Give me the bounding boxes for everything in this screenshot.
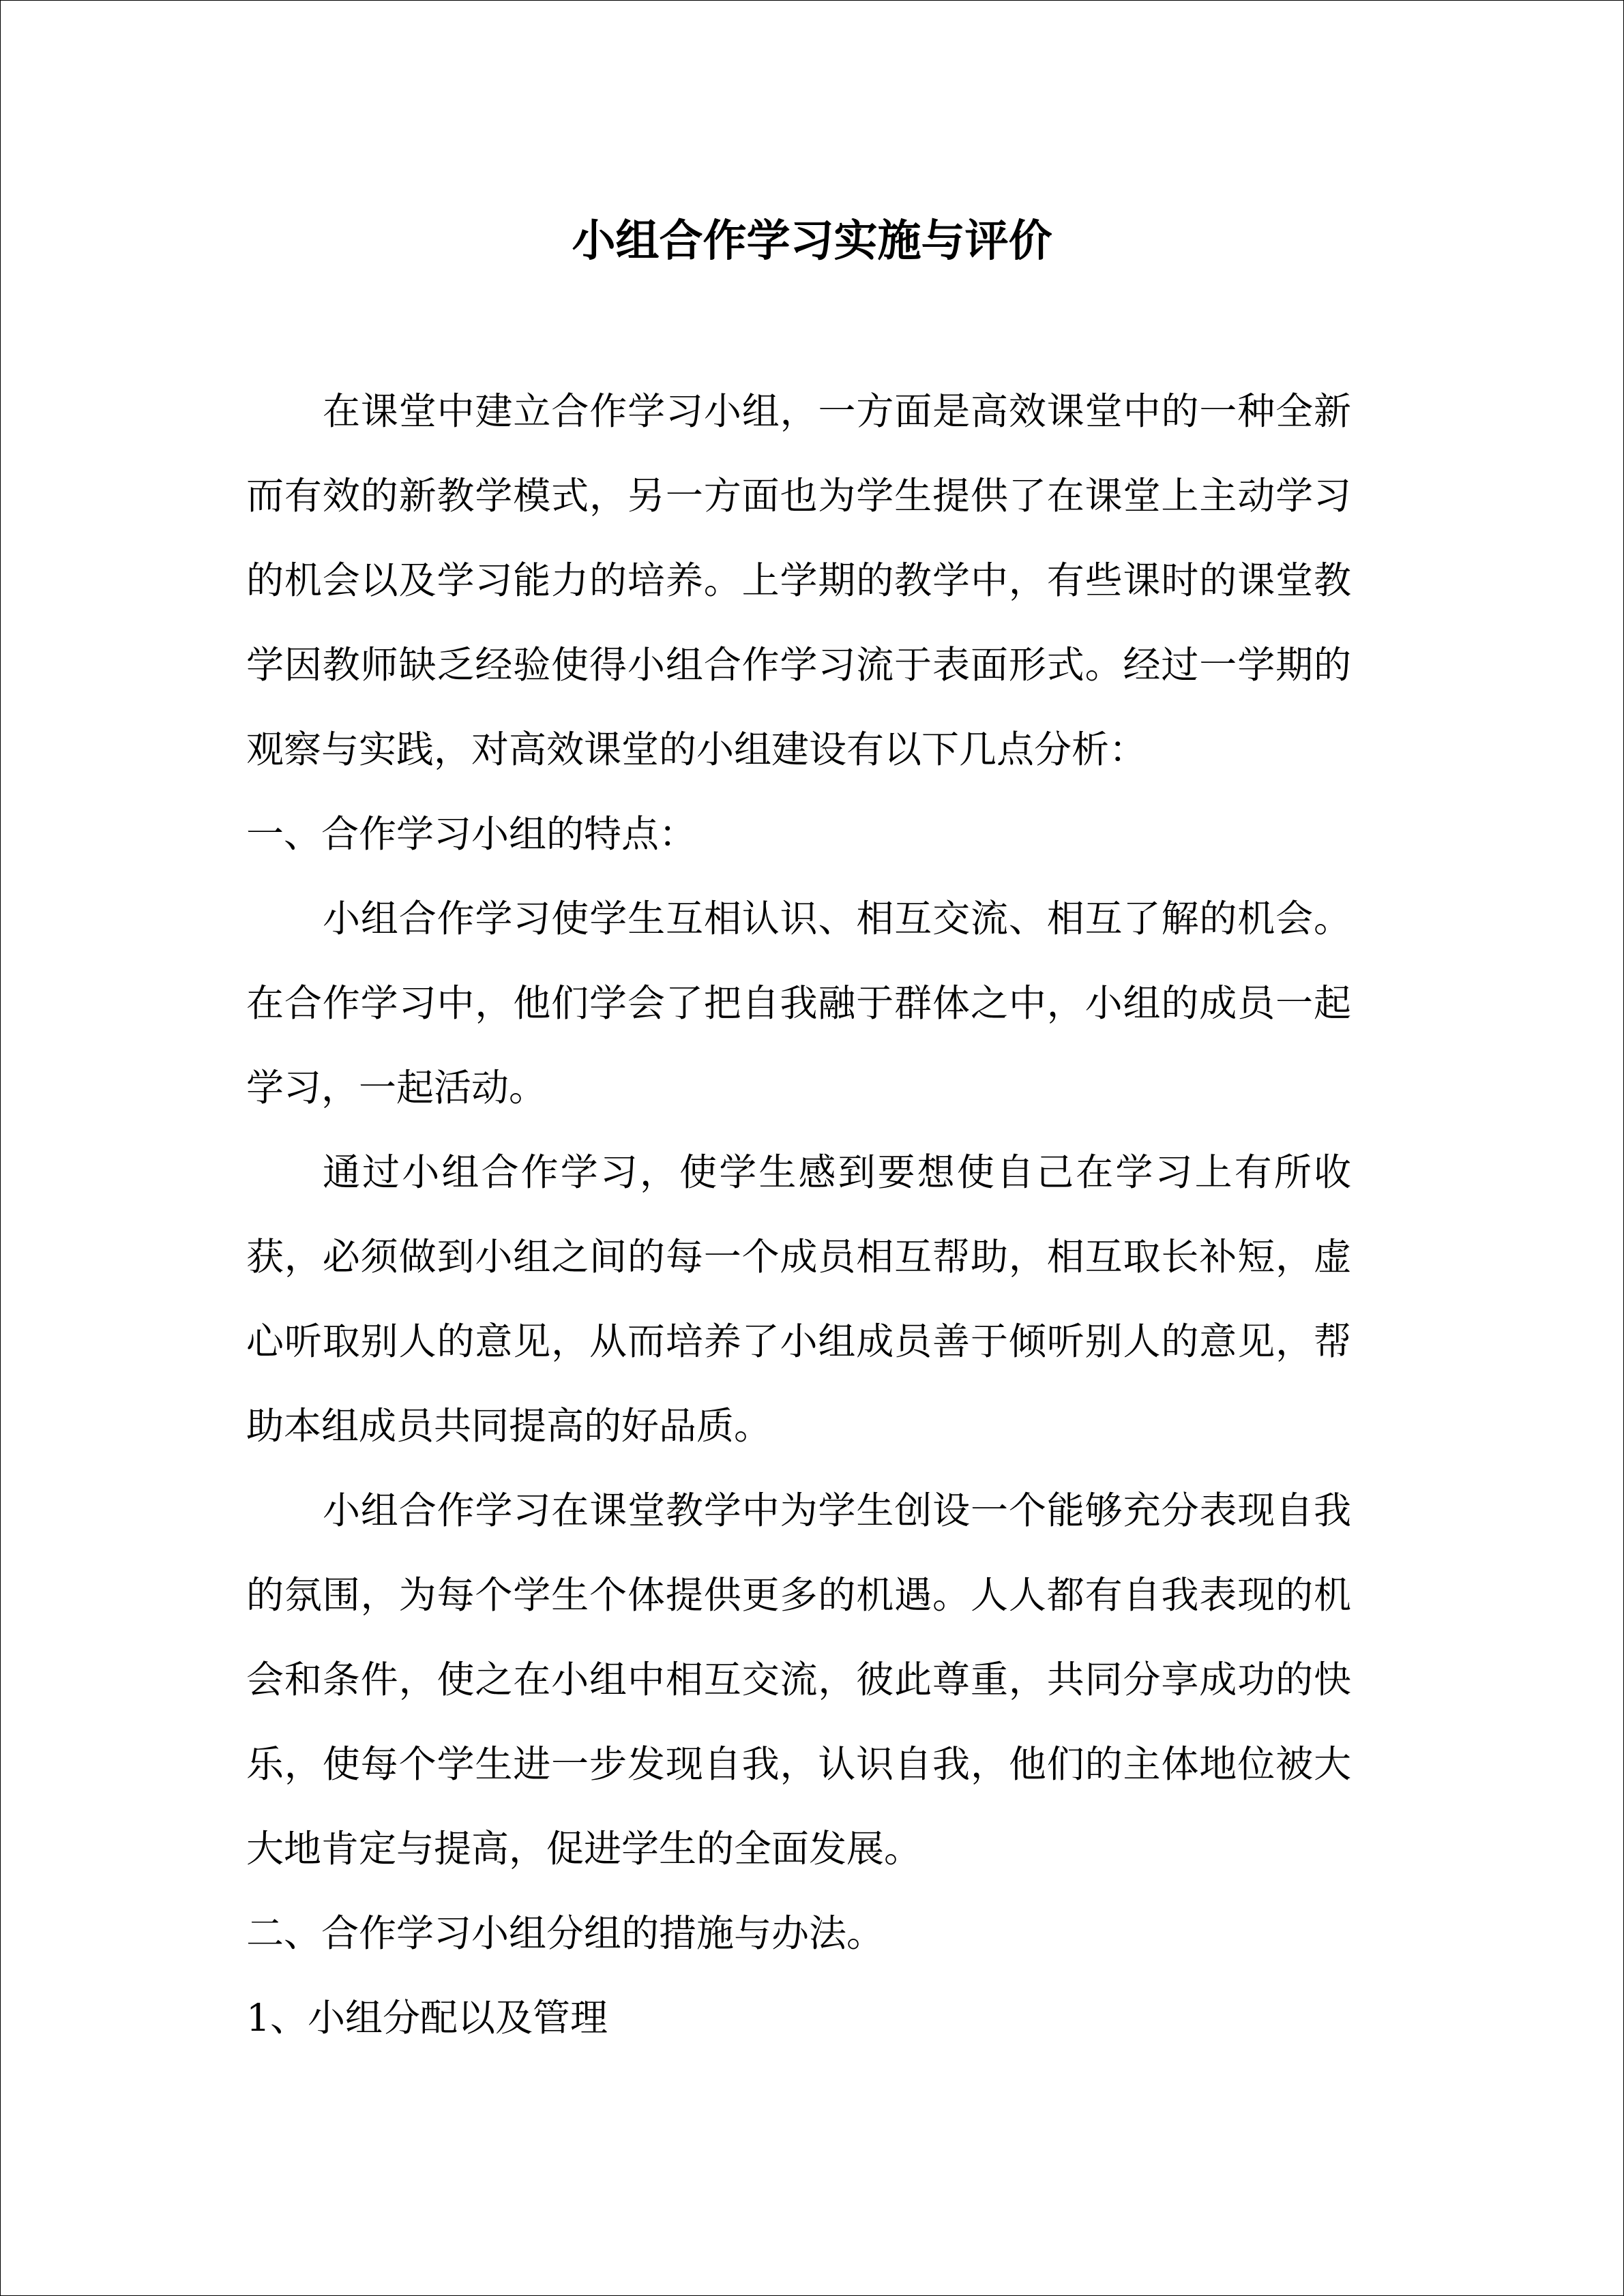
section-1-paragraph-2: 通过小组合作学习，使学生感到要想使自己在学习上有所收获，必须做到小组之间的每一个成员相互帮助，相互取长补短，虚心听取别人的意见，从而培养了小组成员善于倾听别人的意见，帮助本组成员共同提高的好品质。 (246, 1150, 1351, 1448)
section-1-paragraph-3: 小组合作学习在课堂教学中为学生创设一个能够充分表现自我的氛围，为每个学生个体提供更多的机遇。人人都有自我表现的机会和条件，使之在小组中相互交流，彼此尊重，共同分享成功的快乐，使每个学生进一步发现自我，认识自我，他们的主体地位被大大地肯定与提高，促进学生的全面发展。 (246, 1489, 1351, 1870)
subsection-heading-1: 1、小组分配以及管理 (246, 1996, 608, 2040)
document-body (246, 369, 1351, 2060)
document-title: 小组合作学习实施与评价 (572, 216, 1052, 267)
intro-paragraph: 在课堂中建立合作学习小组，一方面是高效课堂中的一种全新而有效的新教学模式，另一方面也为学生提供了在课堂上主动学习的机会以及学习能力的培养。上学期的教学中，有些课时的课堂教学因教师缺乏经验使得小组合作学习流于表面形式。经过一学期的观察与实践，对高效课堂的小组建设有以下几点分析： (246, 389, 1351, 771)
section-heading-2: 二、合作学习小组分组的措施与办法。 (246, 1911, 885, 1955)
section-heading-1: 一、合作学习小组的特点： (246, 812, 697, 856)
section-1-paragraph-1: 小组合作学习使学生互相认识、相互交流、相互了解的机会。在合作学习中，他们学会了把自我融于群体之中，小组的成员一起学习，一起活动。 (246, 897, 1351, 1109)
